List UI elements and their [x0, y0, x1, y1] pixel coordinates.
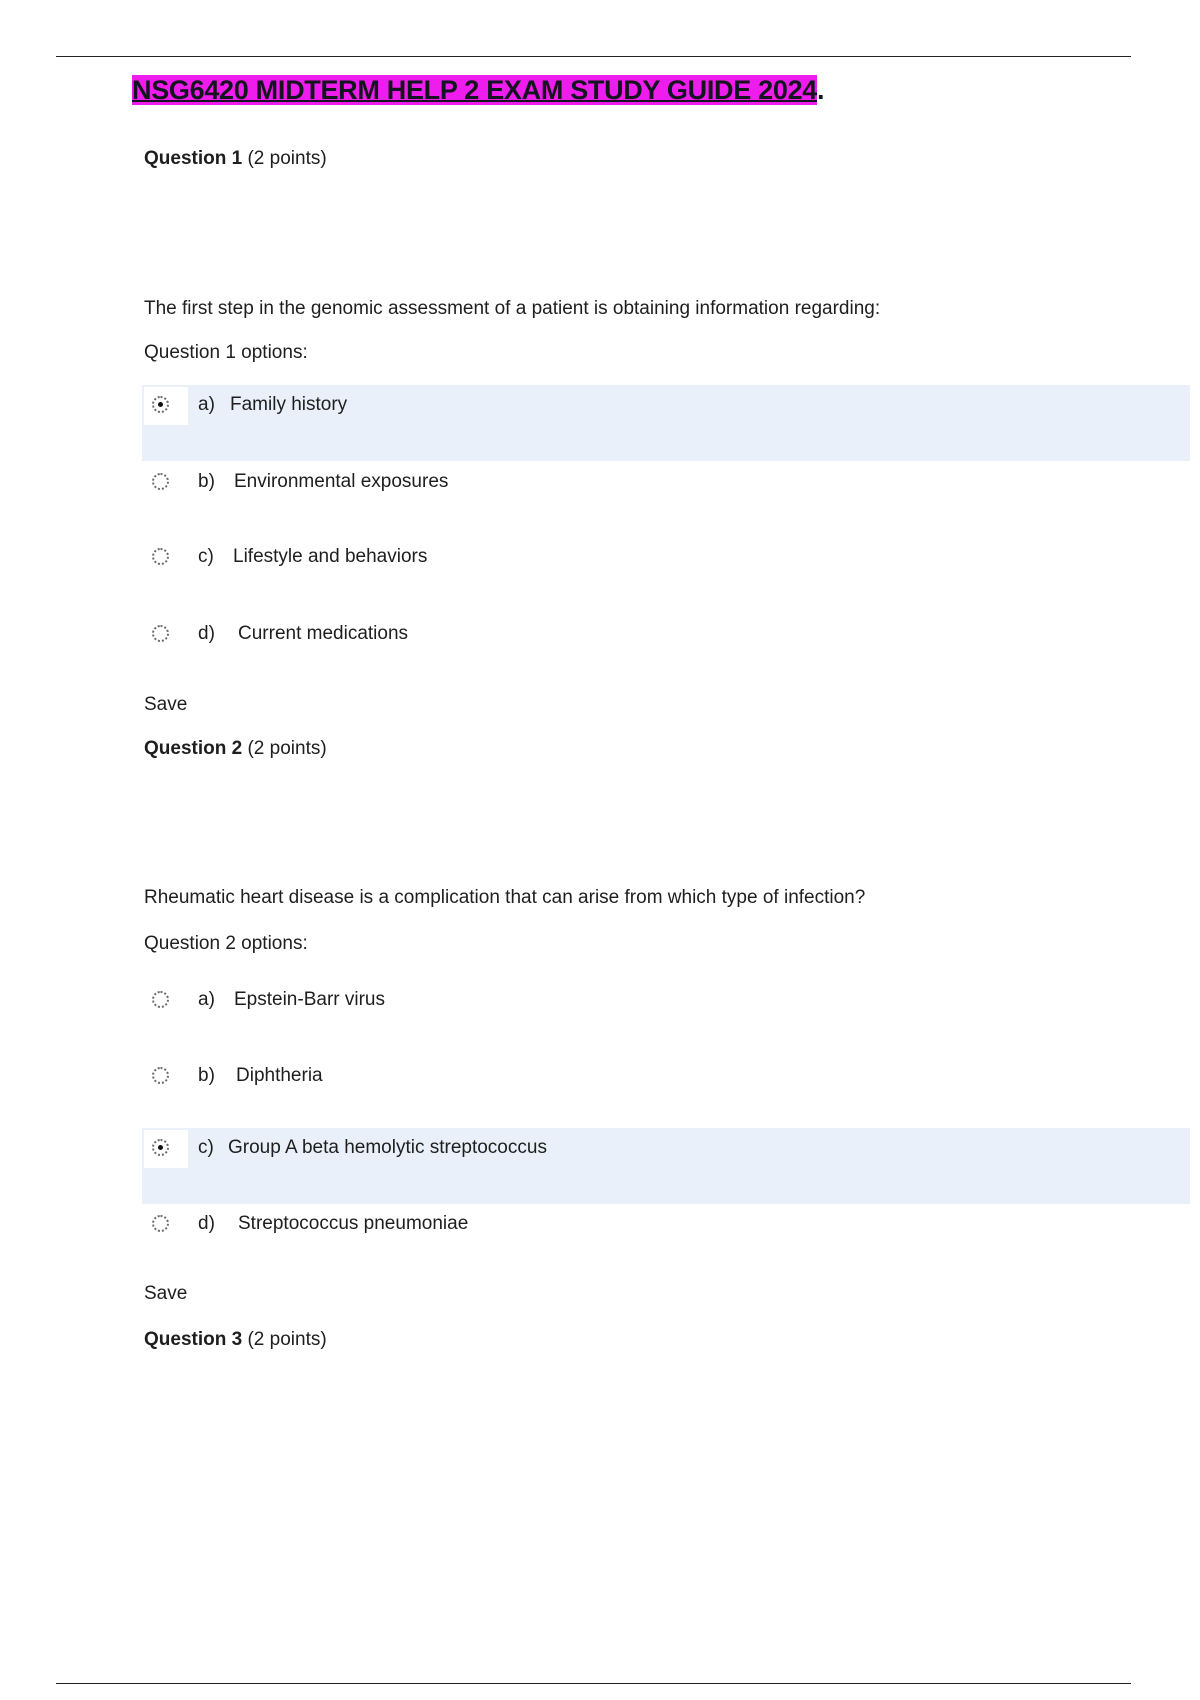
question-1-save-button[interactable]: Save: [144, 694, 188, 715]
question-2-header: [144, 736, 327, 762]
radio-button-selected-icon[interactable]: [152, 1139, 169, 1156]
radio-cell: [144, 464, 188, 502]
radio-cell: [144, 1206, 188, 1244]
title-highlight: NSG6420 MIDTERM HELP 2 EXAM STUDY GUIDE 2024: [132, 75, 818, 105]
question-2-points: (2 points): [247, 738, 327, 759]
option-letter: a): [198, 394, 215, 415]
radio-cell: [144, 539, 188, 577]
question-1-header: [144, 146, 327, 172]
radio-button-selected-icon[interactable]: [152, 396, 169, 413]
radio-cell: [144, 387, 188, 425]
radio-cell: [144, 982, 188, 1020]
option-letter: b): [198, 471, 215, 492]
question-2-option-d[interactable]: [142, 1204, 1190, 1280]
question-1-option-a[interactable]: [142, 385, 1190, 461]
option-letter: b): [198, 1065, 215, 1086]
question-2-option-c[interactable]: [142, 1128, 1190, 1204]
radio-button-icon[interactable]: [152, 625, 169, 642]
option-text: Streptococcus pneumoniae: [238, 1213, 469, 1234]
question-1-options-label: Question 1 options:: [144, 342, 308, 363]
title-suffix: .: [817, 75, 825, 105]
question-1-label: Question 1: [144, 148, 243, 169]
option-letter: d): [198, 1213, 215, 1234]
option-letter: c): [198, 1137, 214, 1158]
question-1-points: (2 points): [247, 148, 327, 169]
question-2-option-b[interactable]: [142, 1056, 1190, 1132]
question-1-option-b[interactable]: [142, 462, 1190, 538]
question-2-prompt: Rheumatic heart disease is a complication that can arise from which type of infection?: [144, 887, 866, 908]
option-text: Group A beta hemolytic streptococcus: [228, 1137, 547, 1158]
question-3-points: (2 points): [247, 1329, 327, 1350]
question-3-header: [144, 1327, 327, 1353]
question-1-prompt: The first step in the genomic assessment of a patient is obtaining information regarding:: [144, 298, 881, 319]
radio-cell: [144, 1058, 188, 1096]
option-text: Epstein-Barr virus: [234, 989, 385, 1010]
radio-button-icon[interactable]: [152, 991, 169, 1008]
option-text: Environmental exposures: [234, 471, 449, 492]
question-1-option-c[interactable]: [142, 537, 1190, 613]
question-2-option-a[interactable]: [142, 980, 1190, 1056]
radio-button-icon[interactable]: [152, 1215, 169, 1232]
radio-button-icon[interactable]: [152, 473, 169, 490]
bottom-rule: [56, 1683, 1131, 1684]
question-1-option-d[interactable]: [142, 614, 1190, 690]
option-text: Family history: [230, 394, 348, 415]
question-3-label: Question 3: [144, 1329, 243, 1350]
option-letter: d): [198, 623, 215, 644]
radio-button-icon[interactable]: [152, 1067, 169, 1084]
option-text: Lifestyle and behaviors: [233, 546, 428, 567]
option-letter: a): [198, 989, 215, 1010]
question-2-label: Question 2: [144, 738, 243, 759]
question-2-options-label: Question 2 options:: [144, 933, 308, 954]
document-title: [132, 71, 824, 109]
radio-cell: [144, 616, 188, 654]
option-text: Current medications: [238, 623, 409, 644]
option-text: Diphtheria: [236, 1065, 323, 1086]
top-rule: [56, 56, 1131, 57]
radio-button-icon[interactable]: [152, 548, 169, 565]
option-letter: c): [198, 546, 214, 567]
radio-cell: [144, 1130, 188, 1168]
question-2-save-button[interactable]: Save: [144, 1283, 188, 1304]
